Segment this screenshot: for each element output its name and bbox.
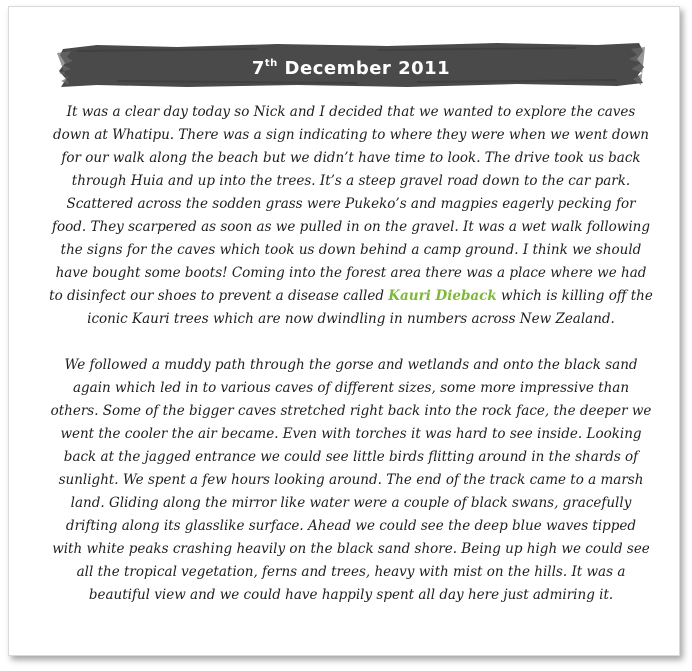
title-day: 7 xyxy=(251,58,265,79)
journal-body xyxy=(49,101,653,630)
paragraph-2: We followed a muddy path through the gorse and wetlands and onto the black sand again which led in to various caves of different sizes, some more impressive than others. Some of the bigger caves stretched right back into the rock face, the deeper we went the cooler the air became. Even with torches it was hard to see inside. Looking back at the jagged entrance we could see little birds flitting around in the shards of sunlight. We spent a few hours looking around. The end of the track came to a marsh land. Gliding along the mirror like water were a couple of black swans, gracefully drifting along its glasslike surface. Ahead we could see the deep blue waves tipped with white peaks crashing heavily on the black sand shore. Being up high we could see all the tropical vegetation, ferns and trees, heavy with mist on the hills. It was a beautiful view and we could have happily spent all day here just admiring it. xyxy=(50,357,652,603)
journal-page xyxy=(8,6,680,656)
kauri-dieback-link[interactable]: Kauri Dieback xyxy=(388,288,497,304)
title-month-year: December 2011 xyxy=(284,58,451,79)
title-banner xyxy=(57,39,645,91)
paragraph-1-end: which is killing off the iconic Kauri trees which are now dwindling in numbers across New Zealand. xyxy=(87,288,653,327)
paragraph-1 xyxy=(49,101,653,331)
title-suffix: th xyxy=(264,58,278,69)
page-title xyxy=(57,39,645,91)
paragraph-1-start: It was a clear day today so Nick and I decided that we wanted to explore the caves down at Whatipu. There was a sign indicating to where they were when we went down for our walk along the beach but we didn’t have time to look. The drive took us back through Huia and up into the trees. It’s a steep gravel road down to the car park. Scattered across the sodden grass were Pukeko’s and magpies eagerly pecking for food. They scarpered as soon as we pulled in on the gravel. It was a wet walk following the signs for the caves which took us down behind a camp ground. I think we should have bought some boots! Coming into the forest area there was a place where we had to disinfect our shoes to prevent a disease called xyxy=(49,104,650,304)
